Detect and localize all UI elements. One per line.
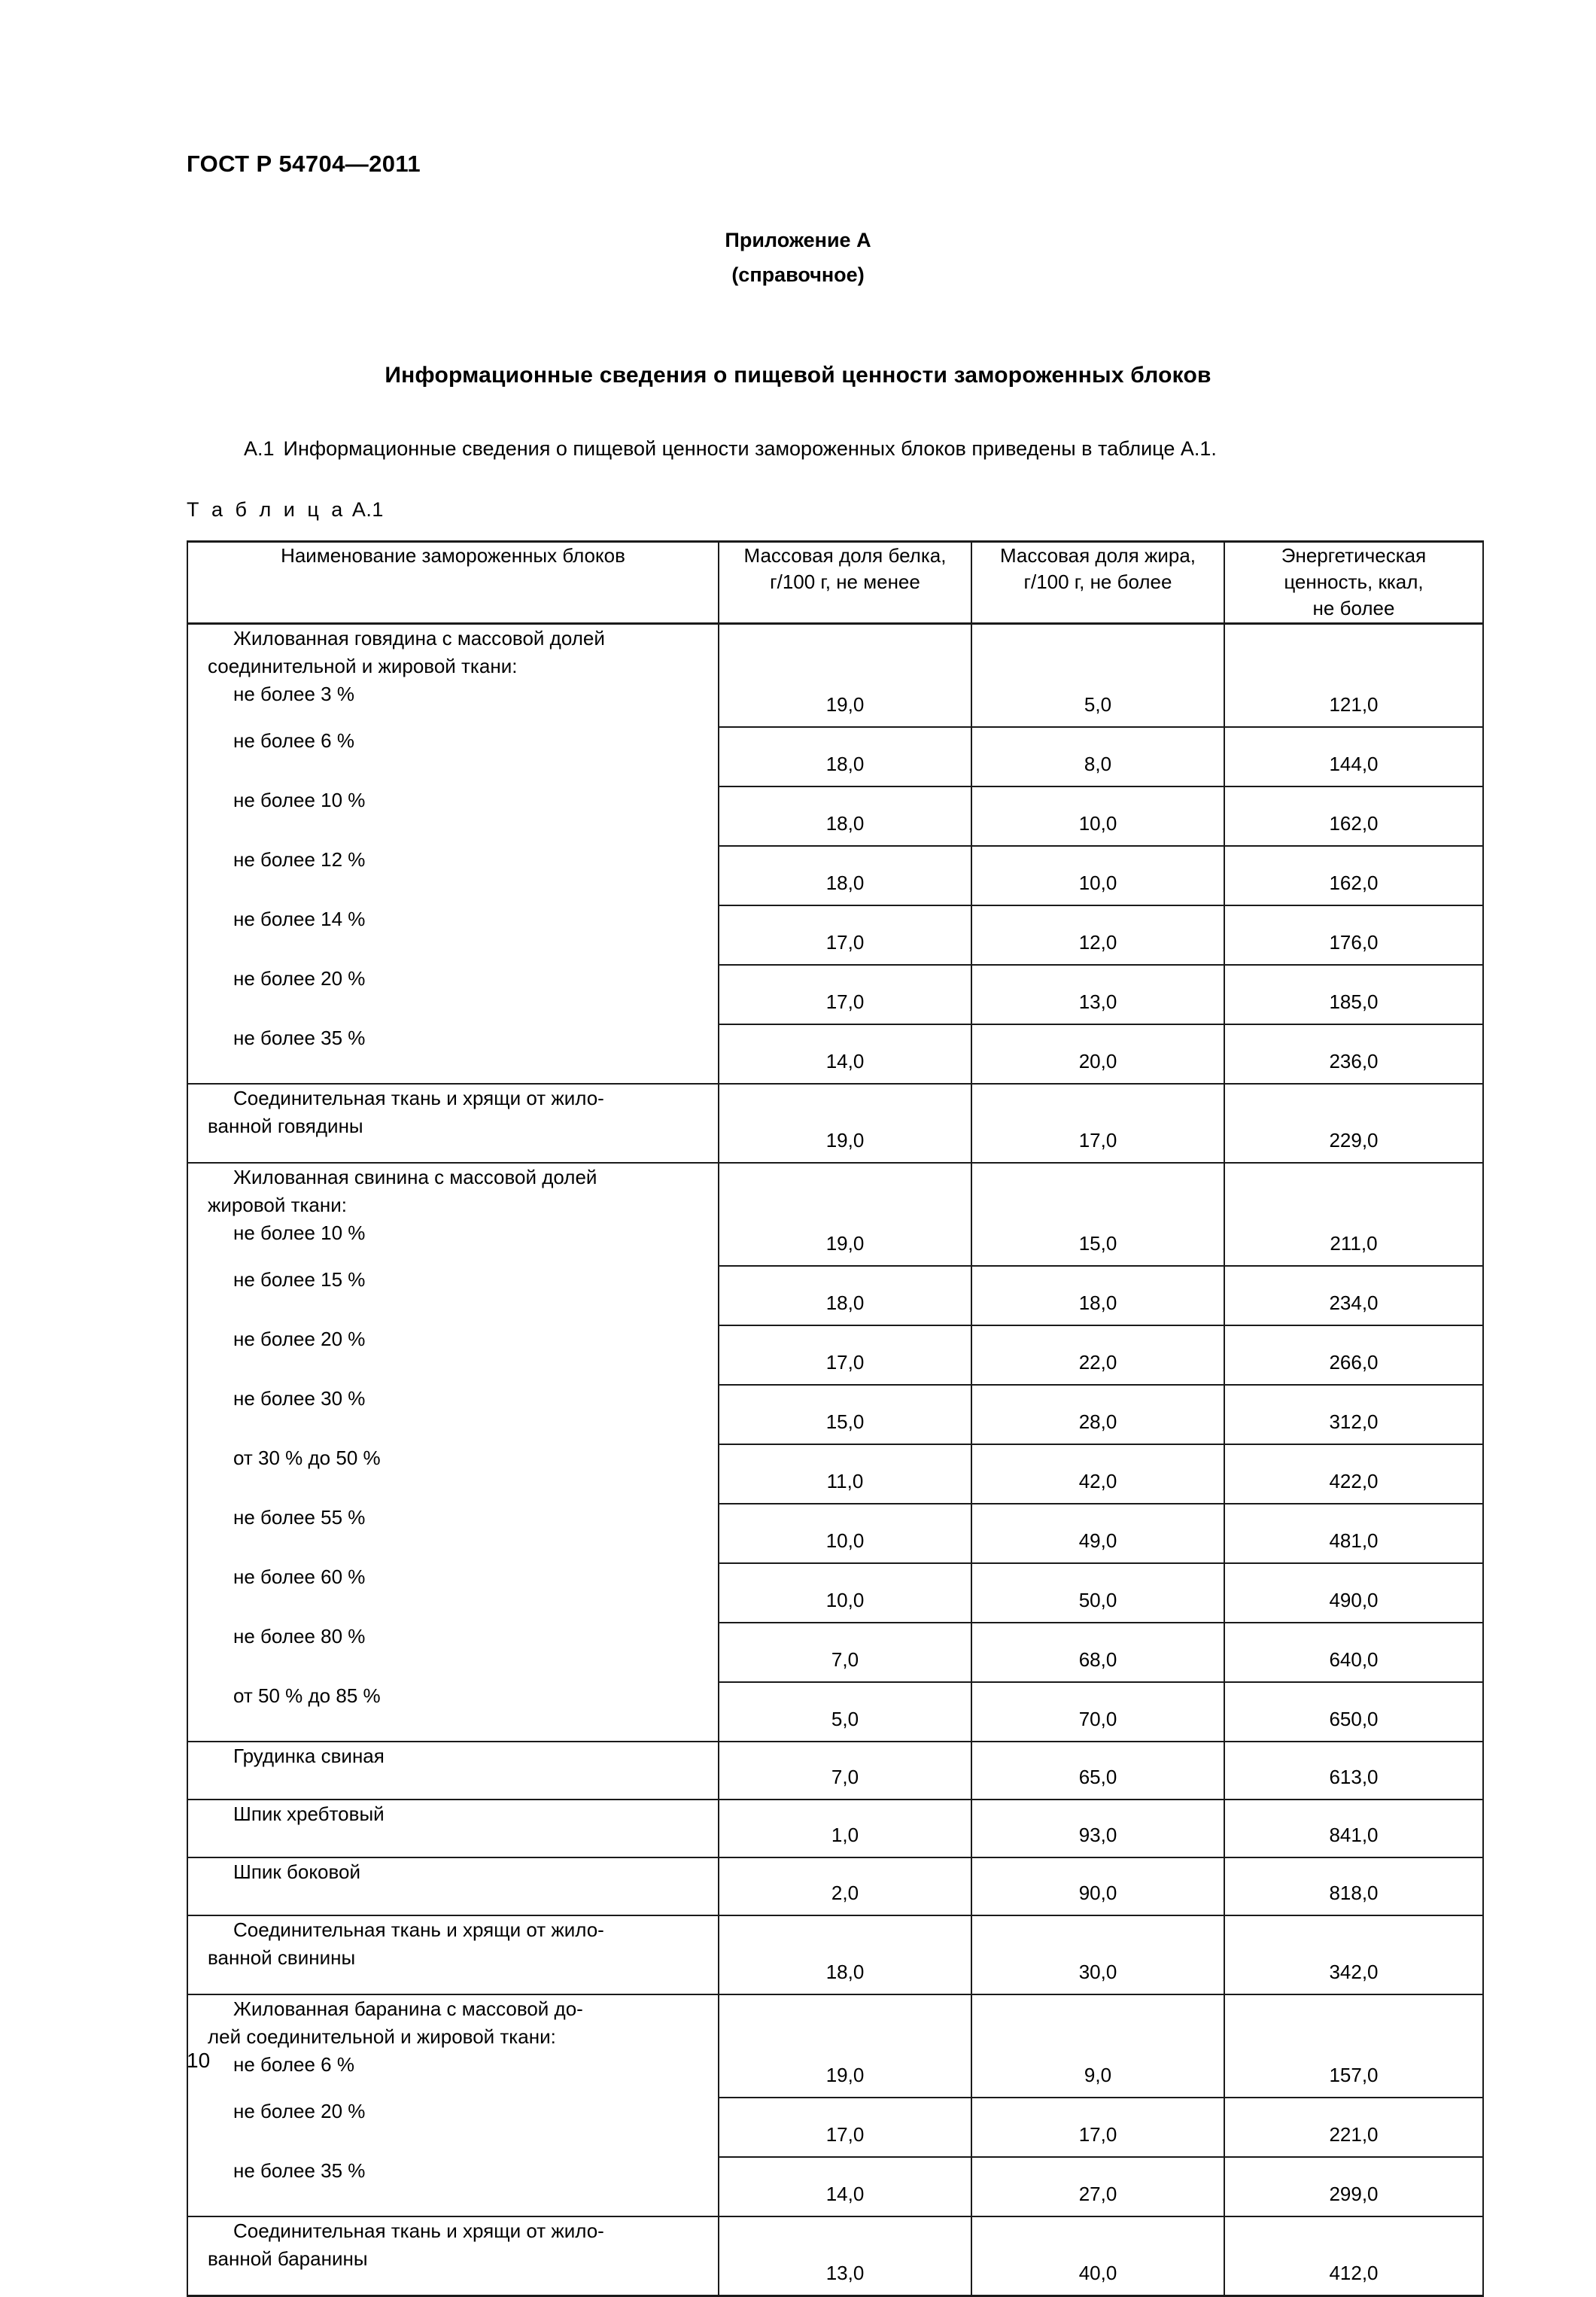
table-cell-protein: 13,0 — [719, 2216, 971, 2296]
row-label-line: Жилованная свинина с массовой долей — [233, 1166, 597, 1188]
clause-number: А.1 — [244, 437, 275, 460]
table-cell-kcal: 234,0 — [1224, 1266, 1483, 1325]
table-cell-name — [187, 1682, 719, 1742]
table-row — [187, 1682, 1483, 1742]
table-row — [187, 1325, 1483, 1385]
table-cell-fat: 28,0 — [971, 1385, 1224, 1444]
row-sub-label: не более 6 % — [233, 729, 354, 752]
table-cell-kcal: 229,0 — [1224, 1084, 1483, 1163]
table-cell-protein: 7,0 — [719, 1623, 971, 1682]
table-cell-protein: 10,0 — [719, 1504, 971, 1563]
table-cell-kcal: 818,0 — [1224, 1857, 1483, 1915]
table-cell-protein: 15,0 — [719, 1385, 971, 1444]
table-cell-kcal: 162,0 — [1224, 846, 1483, 905]
table-row — [187, 1994, 1483, 2098]
row-sub-label: не более 80 % — [233, 1625, 366, 1647]
table-cell-protein: 14,0 — [719, 1024, 971, 1084]
table-cell-name — [187, 1024, 719, 1084]
table-cell-kcal: 176,0 — [1224, 905, 1483, 965]
table-cell-fat: 15,0 — [971, 1163, 1224, 1266]
row-sub-label: не более 10 % — [233, 789, 366, 811]
row-label-line: ванной говядины — [208, 1115, 363, 1137]
table-row — [187, 1024, 1483, 1084]
table-cell-kcal: 490,0 — [1224, 1563, 1483, 1623]
table-caption — [187, 498, 384, 522]
table-cell-fat: 10,0 — [971, 846, 1224, 905]
table-cell-name — [187, 1385, 719, 1444]
table-cell-protein: 1,0 — [719, 1800, 971, 1857]
table-row — [187, 1857, 1483, 1915]
nutrition-table — [187, 540, 1484, 2297]
table-cell-name — [187, 905, 719, 965]
table-cell-protein: 14,0 — [719, 2157, 971, 2216]
table-cell-name — [187, 1800, 719, 1857]
table-cell-protein: 19,0 — [719, 1163, 971, 1266]
row-label-line: Соединительная ткань и хрящи от жило- — [233, 1087, 604, 1109]
table-cell-protein: 18,0 — [719, 786, 971, 846]
table-body — [187, 624, 1483, 2296]
table-cell-name — [187, 1084, 719, 1163]
table-cell-name — [187, 2216, 719, 2296]
table-cell-fat: 70,0 — [971, 1682, 1224, 1742]
table-cell-protein: 2,0 — [719, 1857, 971, 1915]
table-row — [187, 727, 1483, 786]
table-row — [187, 1800, 1483, 1857]
table-cell-name — [187, 1444, 719, 1504]
table-cell-protein: 19,0 — [719, 624, 971, 728]
table-cell-kcal: 221,0 — [1224, 2098, 1483, 2157]
table-cell-fat: 17,0 — [971, 2098, 1224, 2157]
row-sub-label: не более 35 % — [233, 1027, 366, 1049]
table-cell-name — [187, 846, 719, 905]
table-cell-name — [187, 1742, 719, 1800]
table-cell-fat: 5,0 — [971, 624, 1224, 728]
table-cell-fat: 17,0 — [971, 1084, 1224, 1163]
table-cell-protein: 5,0 — [719, 1682, 971, 1742]
table-cell-fat: 8,0 — [971, 727, 1224, 786]
table-header-row — [187, 542, 1483, 624]
annex-title: Информационные сведения о пищевой ценности замороженных блоков — [385, 363, 1211, 388]
table-cell-name — [187, 2098, 719, 2157]
annex-label: Приложение А — [725, 229, 871, 251]
table-cell-kcal: 236,0 — [1224, 1024, 1483, 1084]
page-number: 10 — [187, 2049, 211, 2072]
table-cell-kcal: 144,0 — [1224, 727, 1483, 786]
row-sub-label: не более 20 % — [233, 2100, 366, 2122]
row-sub-label: не более 60 % — [233, 1565, 366, 1588]
table-row — [187, 965, 1483, 1024]
column-header-name: Наименование замороженных блоков — [187, 542, 719, 624]
intro-paragraph — [187, 435, 1464, 462]
table-cell-fat: 9,0 — [971, 1994, 1224, 2098]
row-label-line: лей соединительной и жировой ткани: — [208, 2025, 556, 2048]
table-cell-fat: 20,0 — [971, 1024, 1224, 1084]
row-sub-label: не более 14 % — [233, 908, 366, 930]
table-cell-protein: 18,0 — [719, 727, 971, 786]
table-cell-kcal: 299,0 — [1224, 2157, 1483, 2216]
table-cell-name — [187, 1915, 719, 1994]
table-cell-fat: 10,0 — [971, 786, 1224, 846]
table-cell-protein: 19,0 — [719, 1084, 971, 1163]
row-sub-label: не более 20 % — [233, 1328, 366, 1350]
table-row — [187, 2216, 1483, 2296]
table-cell-protein: 18,0 — [719, 846, 971, 905]
table-cell-fat: 12,0 — [971, 905, 1224, 965]
table-cell-fat: 90,0 — [971, 1857, 1224, 1915]
table-cell-kcal: 342,0 — [1224, 1915, 1483, 1994]
table-cell-fat: 22,0 — [971, 1325, 1224, 1385]
table-row — [187, 846, 1483, 905]
table-cell-kcal: 211,0 — [1224, 1163, 1483, 1266]
table-row — [187, 2157, 1483, 2216]
table-cell-name — [187, 1504, 719, 1563]
row-label-line: ванной свинины — [208, 1946, 356, 1969]
annex-kind: (справочное) — [731, 263, 865, 286]
table-row — [187, 1915, 1483, 1994]
table-cell-protein: 17,0 — [719, 905, 971, 965]
table-row — [187, 1623, 1483, 1682]
table-cell-protein: 17,0 — [719, 2098, 971, 2157]
table-cell-name — [187, 786, 719, 846]
row-sub-label: не более 6 % — [233, 2053, 354, 2076]
row-sub-label: не более 3 % — [233, 683, 354, 705]
table-caption-number: А.1 — [351, 498, 384, 521]
table-cell-name — [187, 727, 719, 786]
table-cell-protein: 17,0 — [719, 1325, 971, 1385]
table-cell-fat: 65,0 — [971, 1742, 1224, 1800]
table-cell-kcal: 841,0 — [1224, 1800, 1483, 1857]
table-cell-fat: 42,0 — [971, 1444, 1224, 1504]
running-head: ГОСТ Р 54704—2011 — [187, 151, 421, 177]
table-cell-fat: 68,0 — [971, 1623, 1224, 1682]
table-cell-kcal: 157,0 — [1224, 1994, 1483, 2098]
table-cell-protein: 19,0 — [719, 1994, 971, 2098]
column-header-energy: Энергетическая ценность, ккал, не более — [1224, 542, 1483, 624]
table-row — [187, 1444, 1483, 1504]
table-cell-kcal: 613,0 — [1224, 1742, 1483, 1800]
row-sub-label: не более 15 % — [233, 1268, 366, 1291]
table-row — [187, 1084, 1483, 1163]
row-sub-label: не более 20 % — [233, 967, 366, 990]
table-cell-fat: 13,0 — [971, 965, 1224, 1024]
table-head — [187, 542, 1483, 624]
table-cell-fat: 18,0 — [971, 1266, 1224, 1325]
table-cell-kcal: 640,0 — [1224, 1623, 1483, 1682]
table-cell-kcal: 412,0 — [1224, 2216, 1483, 2296]
table-row — [187, 1385, 1483, 1444]
table-row — [187, 1163, 1483, 1266]
table-cell-kcal: 481,0 — [1224, 1504, 1483, 1563]
table-cell-name — [187, 1325, 719, 1385]
table-cell-kcal: 121,0 — [1224, 624, 1483, 728]
row-sub-label: не более 10 % — [233, 1222, 366, 1244]
table-cell-name — [187, 1994, 719, 2098]
table-cell-fat: 27,0 — [971, 2157, 1224, 2216]
row-sub-label: не более 30 % — [233, 1387, 366, 1410]
table-cell-protein: 7,0 — [719, 1742, 971, 1800]
table-row — [187, 2098, 1483, 2157]
table-cell-kcal: 162,0 — [1224, 786, 1483, 846]
table-cell-fat: 30,0 — [971, 1915, 1224, 1994]
row-label-line: Грудинка свиная — [233, 1745, 385, 1767]
table-cell-name — [187, 965, 719, 1024]
row-label-line: Соединительная ткань и хрящи от жило- — [233, 1918, 604, 1941]
table-cell-name — [187, 1563, 719, 1623]
table-cell-fat: 50,0 — [971, 1563, 1224, 1623]
table-cell-kcal: 422,0 — [1224, 1444, 1483, 1504]
table-cell-name — [187, 1163, 719, 1266]
row-sub-label: не более 55 % — [233, 1506, 366, 1529]
table-cell-fat: 40,0 — [971, 2216, 1224, 2296]
row-label-line: Соединительная ткань и хрящи от жило- — [233, 2219, 604, 2242]
table-row — [187, 1266, 1483, 1325]
table-cell-fat: 93,0 — [971, 1800, 1224, 1857]
table-row — [187, 786, 1483, 846]
table-cell-protein: 11,0 — [719, 1444, 971, 1504]
table-row — [187, 905, 1483, 965]
row-label-line: Жилованная говядина с массовой долей — [233, 627, 605, 650]
table-cell-kcal: 185,0 — [1224, 965, 1483, 1024]
table-cell-fat: 49,0 — [971, 1504, 1224, 1563]
row-sub-label: не более 35 % — [233, 2159, 366, 2182]
table-cell-kcal: 312,0 — [1224, 1385, 1483, 1444]
table-caption-label: Т а б л и ц а — [187, 498, 346, 521]
table-cell-name — [187, 1623, 719, 1682]
column-header-fat: Массовая доля жира, г/100 г, не более — [971, 542, 1224, 624]
row-label-line: Шпик боковой — [233, 1860, 361, 1883]
table-cell-name — [187, 1266, 719, 1325]
table-cell-name — [187, 624, 719, 728]
table-row — [187, 1504, 1483, 1563]
table-cell-protein: 10,0 — [719, 1563, 971, 1623]
intro-text: Информационные сведения о пищевой ценности замороженных блоков приведены в таблице А.1. — [283, 437, 1217, 460]
table-row — [187, 1563, 1483, 1623]
annex-header — [0, 223, 1596, 292]
row-label-line: Жилованная баранина с массовой до- — [233, 1997, 583, 2020]
row-sub-label: не более 12 % — [233, 848, 366, 871]
row-sub-label: от 50 % до 85 % — [233, 1684, 381, 1707]
table-row — [187, 1742, 1483, 1800]
column-header-protein: Массовая доля белка, г/100 г, не менее — [719, 542, 971, 624]
table-row — [187, 624, 1483, 728]
table-cell-kcal: 650,0 — [1224, 1682, 1483, 1742]
table-cell-name — [187, 2157, 719, 2216]
row-label-line: соединительной и жировой ткани: — [208, 655, 518, 677]
table-cell-protein: 18,0 — [719, 1915, 971, 1994]
table-cell-name — [187, 1857, 719, 1915]
row-sub-label: от 30 % до 50 % — [233, 1447, 381, 1469]
row-label-line: ванной баранины — [208, 2247, 368, 2270]
table-cell-protein: 17,0 — [719, 965, 971, 1024]
table-cell-protein: 18,0 — [719, 1266, 971, 1325]
row-label-line: жировой ткани: — [208, 1194, 347, 1216]
table-cell-kcal: 266,0 — [1224, 1325, 1483, 1385]
row-label-line: Шпик хребтовый — [233, 1803, 385, 1825]
